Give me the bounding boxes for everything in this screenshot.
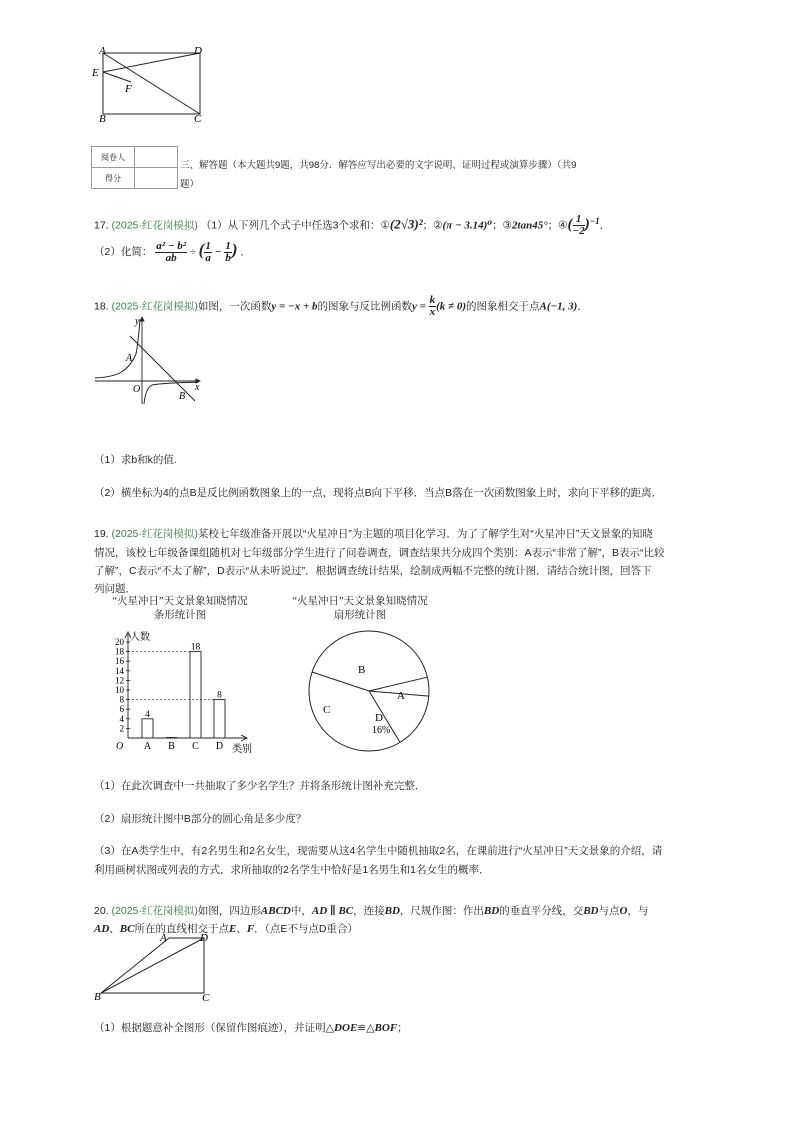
pie-label-C: C [323,704,331,716]
q19-line3: 了解”，C表示“不太了解”，D表示“从未听说过”．根据调查统计结果，绘制成两幅不完整的统计图．请结合统计图，回答下 [94,565,652,577]
axis-y-label: y [135,316,140,327]
q20-line1: 20. (2025·红花岗模拟)如图，四边形ABCD中，AD ∥ BC，连接BD，尺规作图：作出BD的垂直平分线，交BD与点O，与 [94,905,649,917]
q19-sub2: （2）扇形统计图中B部分的圆心角是多少度？ [94,813,307,825]
label-A: A [99,45,106,57]
origin-label: O [133,384,141,395]
pie-pct-D: 16% [372,725,391,736]
pie-chart-title: “火星冲日”天文景象知晓情况 扇形统计图 [292,596,428,621]
y-tick-label: 14 [115,665,124,676]
point-A-label: A [126,353,133,364]
q19-line4: 列问题． [94,583,136,595]
section-heading-cont: 题） [180,179,200,190]
x-tick-label: D [215,741,224,752]
y-tick-label: 16 [115,656,124,667]
label-E: E [92,67,99,79]
label-D: D [194,45,202,57]
y-tick-label: 12 [115,675,124,686]
q20-label-B: B [94,991,101,1002]
bar-value-label: 4 [145,709,150,720]
y-tick-label: 6 [119,704,124,715]
label-C: C [194,113,202,125]
q17-tag: (2025·红花岗模拟) [111,219,198,232]
q20-label-A: A [160,932,167,944]
point-B-label: B [179,391,186,402]
x-axis-title: 类别 [232,744,252,754]
label-F: F [125,83,132,95]
q20-figure [90,930,220,1002]
score-label: 得分 [92,168,135,189]
q17-part2: （2）化简： $\frac{\text{a² − b²}}{ab}$ ÷ ( $\frac{1}{a}$ − $\frac{1}{b}$ ) ． [94,239,251,264]
bar-chart [110,624,260,754]
bar-A [142,719,153,738]
y-tick-label: 18 [115,646,124,657]
q20-label-D: D [200,932,208,944]
q20-label-C: C [202,992,210,1002]
q19-line1: 19. (2025·红花岗模拟)某校七年级准备开展以“火星冲日”为主题的项目化学习．为了了解学生对“火星冲日”天文景象的知晓 [94,528,653,540]
x-tick-label: A [143,741,152,752]
bar-value-label: 18 [190,642,201,653]
grader-label: 阅卷人 [92,147,135,168]
q20-sub1: （1）根据题意补全图形（保留作图痕迹），并证明△DOE≌△BOF； [94,1022,408,1034]
score-cell[interactable] [135,168,178,189]
rectangle-figure [88,44,218,126]
q19-line2: 情况，该校七年级备课组随机对七年级部分学生进行了问卷调查，调查结果共分成四个类别：A表示“非常了解”，B表示“比较 [94,547,665,559]
grader-cell[interactable] [135,147,178,168]
y-tick-label: 10 [115,685,124,695]
q20-line2: AD、BC所在的直线相交于点E、F．（点E不与点D重合） [94,923,358,935]
q18-stem: 18. (2025·红花岗模拟)如图，一次函数y = −x + b的图象与反比例函数y = $\frac{k}{x}$ (k ≠ 0)的图象相交于点A(−1, 3)． [94,294,588,318]
q17-part1: 17. (2025·红花岗模拟) （1）从下列几个式子中任选3个求和：①(2√3)²；②(π − 3.14)⁰；③2tan45°；④( $\frac{1}{-2}$ )$^{-1}$． [94,213,611,237]
q19-sub3a: （3）在A类学生中，有2名男生和2名女生，现需要从这4名学生中随机抽取2名，在课前进行“火星冲日”天文景象的介绍，请 [94,845,663,857]
y-tick-label: 8 [119,694,124,705]
y-tick-label: 20 [115,637,124,647]
x-tick-label: C [192,741,199,752]
q18-sub1: （1）求b和k的值. [94,454,177,466]
x-tick-label: B [168,741,175,752]
axis-x-label: x [195,382,200,393]
pie-label-B: B [358,664,366,676]
bar-D [214,700,225,738]
bar-C [190,652,201,738]
score-table [91,146,178,189]
section-heading: 三、解答题（本大题共9题，共98分．解答应写出必要的文字说明、证明过程或演算步骤）（共9 [180,160,577,171]
y-tick-label: 2 [119,723,124,734]
y-tick-label: 4 [119,713,124,724]
q18-graph [92,314,207,406]
pie-chart [296,624,442,758]
y-axis-title: 人数 [130,632,150,643]
q18-sub2: （2）横坐标为4的点B是反比例函数图象上的一点，现将点B向下平移．当点B落在一次函数图象上时，求向下平移的距离． [94,487,663,499]
label-B: B [99,113,106,125]
pie-label-D: D [375,712,383,724]
q19-sub3b: 利用画树状图或列表的方式，求所抽取的2名学生中恰好是1名男生和1名女生的概率． [94,864,490,876]
pie-label-A: A [397,690,405,702]
q19-sub1: （1）在此次调查中一共抽取了多少名学生？并将条形统计图补充完整． [94,780,426,792]
origin-label: O [116,741,124,752]
bar-value-label: 8 [217,690,222,701]
bar-chart-title: “火星冲日”天文景象知晓情况 条形统计图 [112,596,248,621]
